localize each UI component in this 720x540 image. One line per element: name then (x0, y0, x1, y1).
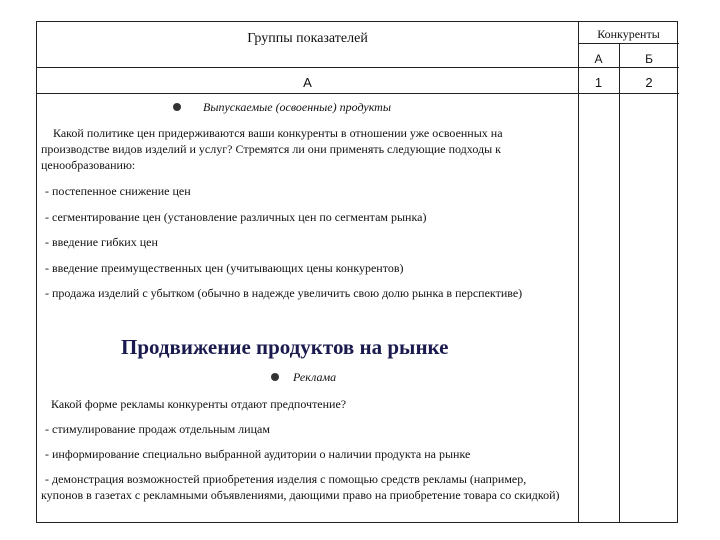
index-row-left: А (303, 75, 312, 90)
index-row-a: 1 (594, 75, 603, 90)
row-divider-competitors (578, 43, 679, 44)
ad-item-3: - демонстрация возможностей приобретения изделия с помощью средств рекламы (например, купонов в газетах с рекламными объявлениями, дающими право на приобретение товара со скидкой) (41, 472, 560, 502)
price-item-1: - постепенное снижение цен (45, 184, 191, 198)
bullet-icon (271, 373, 279, 381)
price-item-2: - сегментирование цен (установление различных цен по сегментам рынка) (45, 210, 427, 224)
row-divider-left-header (37, 67, 578, 68)
row-divider-letters (578, 67, 679, 68)
groups-header: Группы показателей (247, 31, 368, 46)
section2-subtitle: Реклама (293, 370, 337, 384)
section1-subtitle: Выпускаемые (освоенные) продукты (203, 100, 391, 114)
column-divider-ab (619, 43, 620, 522)
price-item-4: - введение преимущественных цен (учитывающих цены конкурентов) (45, 261, 404, 275)
column-divider-main (578, 22, 579, 522)
section1-question: Какой политике цен придерживаются ваши конкуренты в отношении уже освоенных на производстве видов изделий и услуг? Стремятся ли они применять следующие подходы к ценообразованию: (41, 126, 503, 172)
section2-question: Какой форме рекламы конкуренты отдают предпочтение? (51, 397, 347, 411)
competitor-a-header: А (594, 52, 603, 66)
bullet-icon (173, 103, 181, 111)
price-item-5: - продажа изделий с убытком (обычно в надежде увеличить свою долю рынка в перспективе) (45, 286, 523, 300)
ad-item-2: - информирование специально выбранной аудитории о наличии продукта на рынке (45, 447, 471, 461)
ad-item-1: - стимулирование продаж отдельным лицам (45, 422, 270, 436)
competitor-b-header: Б (645, 52, 653, 66)
competitors-header: Конкуренты (597, 27, 660, 41)
row-divider-index (37, 93, 679, 94)
price-item-3: - введение гибких цен (45, 235, 158, 249)
index-row-b: 2 (645, 75, 653, 90)
promotion-heading: Продвижение продуктов на рынке (121, 335, 449, 359)
indicator-table (36, 21, 678, 523)
